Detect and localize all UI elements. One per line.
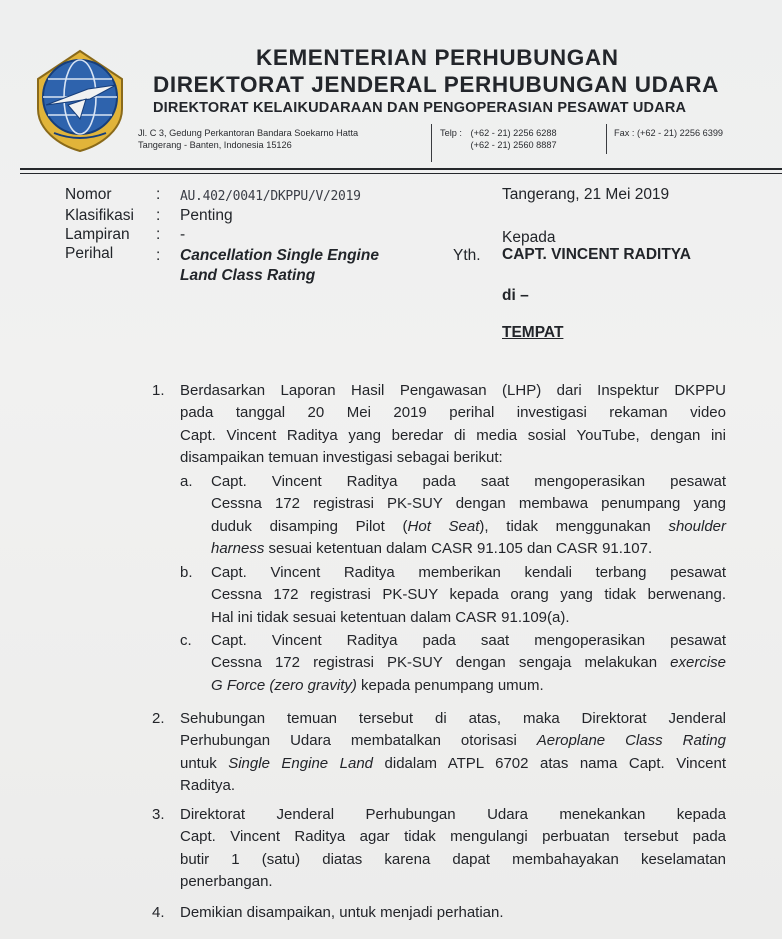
nomor-colon: : (156, 186, 161, 203)
point-b-text (211, 562, 726, 629)
point-a-line (211, 538, 726, 560)
recipient-name: CAPT. VINCENT RADITYA (502, 246, 691, 263)
lampiran-value: - (180, 226, 186, 243)
italic-run: Single Engine Land (228, 754, 374, 772)
yth-label: Yth. (453, 247, 481, 264)
klasifikasi-label: Klasifikasi (65, 207, 134, 224)
letterhead-rule-thick (20, 168, 782, 170)
point-4-line: Demikian disampaikan, untuk menjadi perhatian. (180, 904, 504, 921)
point-1-line: disampaikan temuan investigasi sebagai berikut: (180, 449, 503, 467)
point-4-text (180, 902, 726, 924)
klasifikasi-colon: : (156, 207, 161, 224)
address-block (138, 127, 358, 151)
nomor-label: Nomor (65, 186, 112, 203)
point-c-line (211, 652, 726, 674)
italic-run: shoulder (668, 517, 726, 535)
point-b-line: Hal ini tidak sesuai ketentuan dalam CASR 91.109(a). (211, 608, 570, 626)
italic-run: G Force (zero gravity) (211, 676, 357, 694)
address-line-2: Tangerang - Banten, Indonesia 15126 (138, 140, 292, 150)
point-4-number: 4. (152, 904, 165, 921)
kepada-label: Kepada (502, 229, 556, 246)
point-3-line: penerbangan. (180, 873, 273, 891)
address-line-1: Jl. C 3, Gedung Perkantoran Bandara Soekarno Hatta (138, 128, 359, 138)
perihal-line-1: Cancellation Single Engine (180, 247, 379, 264)
text-run: Cessna 172 registrasi PK-SUY dengan sengaja melakukan (211, 654, 671, 672)
telp-label: Telp : (440, 128, 462, 138)
point-c-line: Capt. Vincent Raditya pada saat mengoperasikan pesawat (211, 632, 726, 649)
italic-run: harness (211, 540, 265, 558)
point-3-text (180, 804, 726, 894)
perihal-colon: : (156, 247, 161, 264)
point-a-line: Capt. Vincent Raditya pada saat mengoperasikan pesawat (211, 473, 726, 490)
lampiran-label: Lampiran (65, 226, 130, 243)
tempat-label: TEMPAT (502, 324, 564, 341)
telephone-block (440, 127, 557, 151)
ministry-logo-icon (28, 45, 132, 155)
point-2-line: Raditya. (180, 777, 236, 795)
point-c-letter: c. (180, 632, 192, 649)
point-a-text (211, 471, 726, 561)
address-divider (431, 124, 432, 162)
point-2-number: 2. (152, 710, 165, 727)
point-c-line (211, 675, 726, 697)
telephone-divider (606, 124, 607, 154)
point-2-line (180, 730, 726, 752)
perihal-label: Perihal (65, 245, 114, 262)
point-2-line: Sehubungan temuan tersebut di atas, maka Direktorat Jenderal (180, 710, 726, 727)
point-b-line: Cessna 172 registrasi PK-SUY kepada orang yang tidak berwenang. (211, 586, 726, 604)
text-run: untuk (180, 754, 229, 772)
italic-run: Hot Seat (407, 517, 480, 535)
point-2-text (180, 708, 726, 798)
letterhead-rule-thin (20, 173, 782, 174)
italic-run: Aeroplane Class Rating (536, 732, 726, 750)
point-3-line: butir 1 (satu) diatas karena dapat membahayakan keselamatan (180, 850, 726, 868)
text-run: Perhubungan Udara membatalkan otorisasi (180, 732, 537, 750)
perihal-line-2: Land Class Rating (180, 267, 316, 284)
point-a-line: Cessna 172 registrasi PK-SUY dengan membawa penumpang yang (211, 495, 726, 513)
fax-number: Fax : (+62 - 21) 2256 6399 (614, 128, 724, 138)
directorate-title: DIREKTORAT KELAIKUDARAAN DAN PENGOPERASIAN PESAWAT UDARA (153, 100, 687, 116)
point-b-letter: b. (180, 564, 193, 581)
point-a-letter: a. (180, 473, 193, 490)
lampiran-colon: : (156, 226, 161, 243)
point-c-text (211, 630, 726, 697)
text-run: kepada penumpang umum. (356, 676, 544, 694)
point-1-line: pada tanggal 20 Mei 2019 perihal investigasi rekaman video (180, 404, 726, 422)
point-b-line: Capt. Vincent Raditya memberikan kendali terbang pesawat (211, 564, 726, 581)
telp-number-1: (+62 - 21) 2256 6288 (470, 128, 557, 138)
telp-number-2: (+62 - 21) 2560 8887 (470, 140, 557, 150)
point-3-line: Direktorat Jenderal Perhubungan Udara menekankan kepada (180, 806, 726, 823)
di-label: di – (502, 287, 529, 304)
text-run: didalam ATPL 6702 atas nama Capt. Vincent (373, 754, 726, 772)
text-run: sesuai ketentuan dalam CASR 91.105 dan CASR 91.107. (264, 540, 653, 558)
point-1-text (180, 380, 726, 470)
point-3-line: Capt. Vincent Raditya agar tidak mengulangi perbuatan tersebut pada (180, 828, 726, 846)
directorate-general-title: DIREKTORAT JENDERAL PERHUBUNGAN UDARA (153, 72, 719, 97)
klasifikasi-value: Penting (180, 207, 233, 224)
place-date: Tangerang, 21 Mei 2019 (502, 186, 670, 203)
point-2-line (180, 753, 726, 775)
text-run: duduk disamping Pilot ( (211, 517, 408, 535)
nomor-value: AU.402/0041/DKPPU/V/2019 (180, 189, 361, 204)
point-1-line: Berdasarkan Laporan Hasil Pengawasan (LHP) dari Inspektur DKPPU (180, 382, 726, 399)
point-1-number: 1. (152, 382, 165, 399)
point-3-number: 3. (152, 806, 165, 823)
italic-run: exercise (670, 654, 726, 672)
point-1-line: Capt. Vincent Raditya yang beredar di media sosial YouTube, dengan ini (180, 426, 726, 444)
point-a-line (211, 516, 726, 538)
ministry-title: KEMENTERIAN PERHUBUNGAN (256, 45, 619, 70)
text-run: ), tidak menggunakan (479, 517, 669, 535)
